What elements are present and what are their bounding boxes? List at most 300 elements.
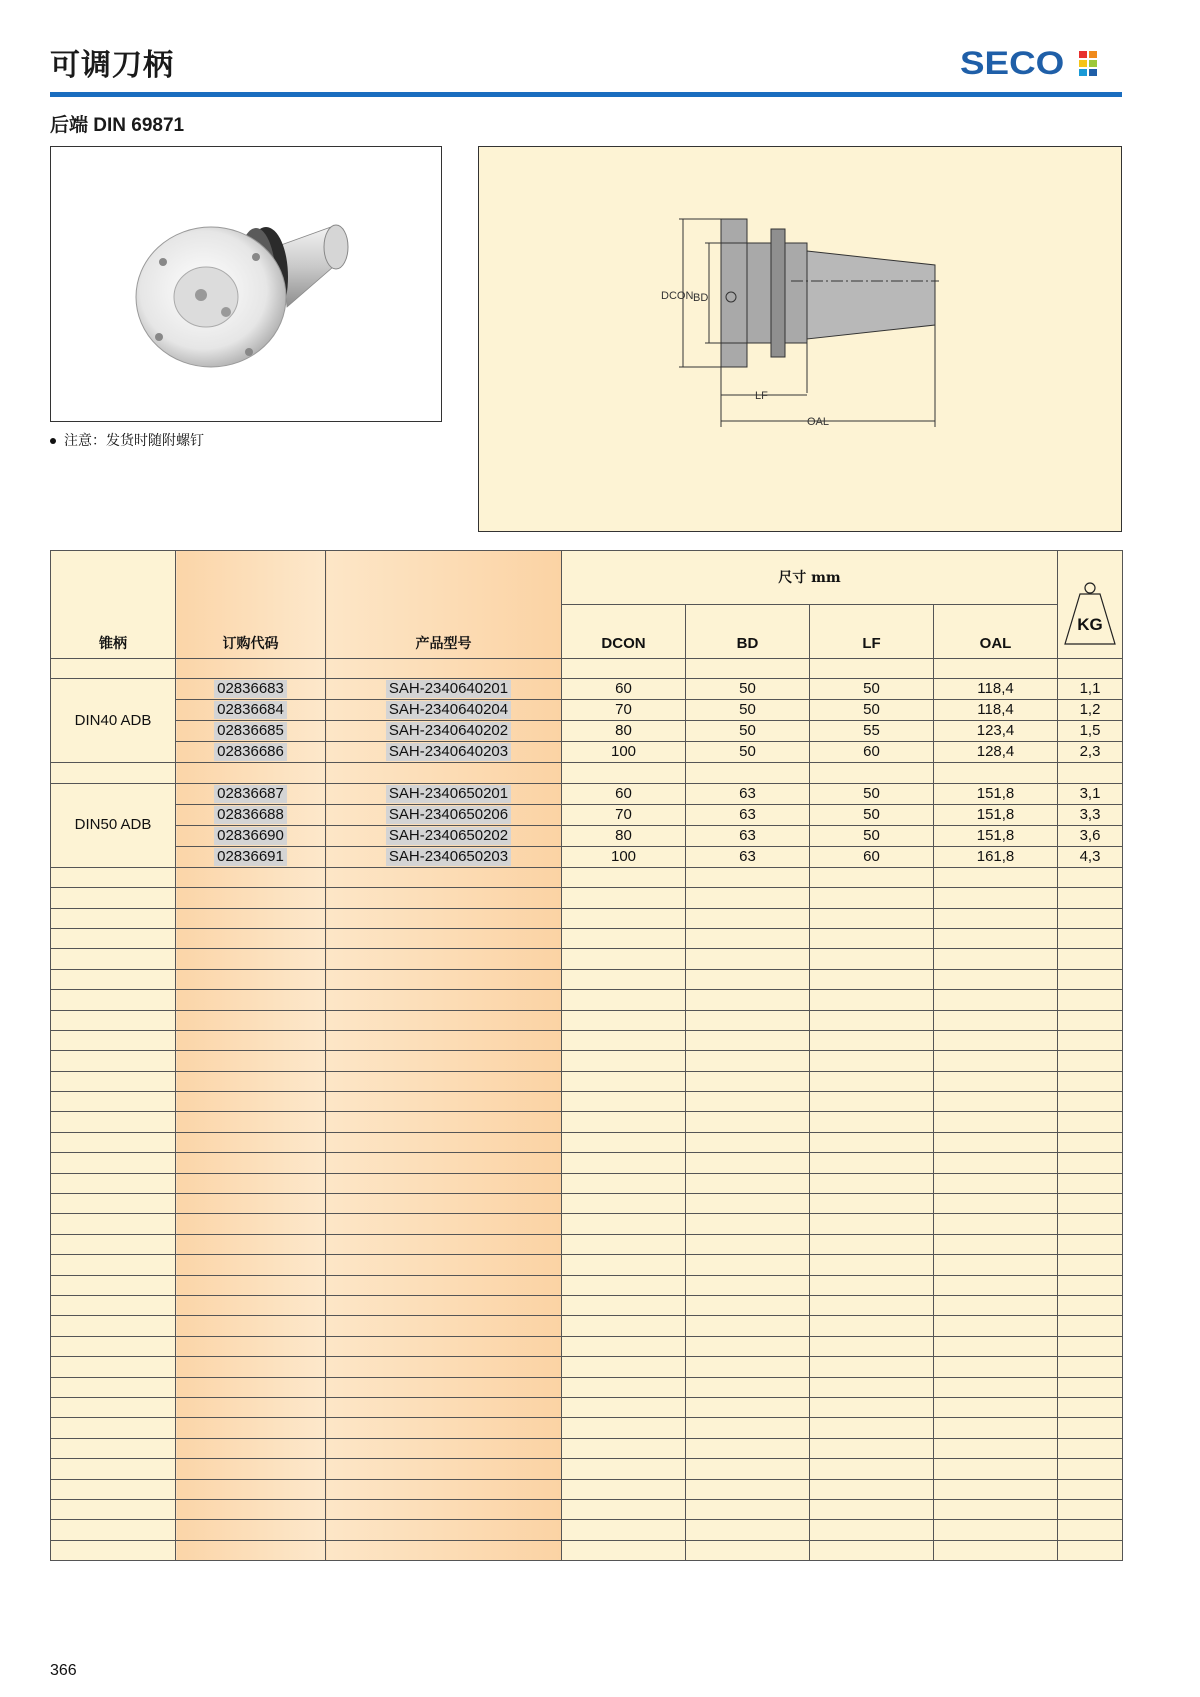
order-code-cell <box>176 721 326 742</box>
weight-icon <box>1062 578 1118 650</box>
table-cell <box>326 867 562 887</box>
table-cell <box>176 1214 326 1234</box>
table-cell <box>1058 1051 1123 1071</box>
table-cell <box>934 1010 1058 1030</box>
table-cell <box>176 1173 326 1193</box>
table-cell <box>176 1357 326 1377</box>
table-spacer-row <box>51 1173 1123 1193</box>
table-cell <box>934 867 1058 887</box>
taper-cell: DIN50 ADB <box>51 783 176 867</box>
shipping-note <box>50 430 204 450</box>
table-cell <box>934 888 1058 908</box>
table-cell <box>934 1194 1058 1214</box>
table-cell <box>51 1499 176 1519</box>
table-row <box>51 825 1123 846</box>
dcon-cell: 80 <box>562 721 686 742</box>
table-cell <box>810 1173 934 1193</box>
table-cell <box>562 1295 686 1315</box>
table-cell <box>51 1010 176 1030</box>
taper-cell: DIN40 ADB <box>51 679 176 763</box>
table-cell <box>686 1540 810 1560</box>
table-cell <box>51 1397 176 1417</box>
weight-label: KG <box>1077 615 1103 634</box>
table-cell <box>1058 867 1123 887</box>
table-cell <box>51 1357 176 1377</box>
table-spacer-row <box>51 1234 1123 1254</box>
oal-cell: 151,8 <box>934 804 1058 825</box>
model-cell <box>326 825 562 846</box>
table-spacer-row <box>51 1275 1123 1295</box>
table-cell <box>562 1479 686 1499</box>
oal-cell: 118,4 <box>934 679 1058 700</box>
table-cell <box>51 1275 176 1295</box>
table-spacer-row <box>51 969 1123 989</box>
table-cell <box>176 908 326 928</box>
table-cell <box>810 1214 934 1234</box>
table-cell <box>326 1030 562 1050</box>
table-cell <box>1058 1214 1123 1234</box>
table-spacer-row <box>51 1357 1123 1377</box>
table-cell <box>1058 1255 1123 1275</box>
table-cell <box>176 1438 326 1458</box>
table-cell <box>51 969 176 989</box>
table-cell <box>326 1112 562 1132</box>
table-cell <box>934 1275 1058 1295</box>
table-spacer-row <box>51 1520 1123 1540</box>
table-cell <box>326 990 562 1010</box>
table-cell <box>934 1214 1058 1234</box>
table-cell <box>1058 1132 1123 1152</box>
table-cell <box>176 1377 326 1397</box>
oal-cell: 151,8 <box>934 783 1058 804</box>
lf-cell: 50 <box>810 783 934 804</box>
table-cell <box>934 1540 1058 1560</box>
table-cell <box>562 888 686 908</box>
table-cell <box>810 867 934 887</box>
table-cell <box>934 1499 1058 1519</box>
table-cell <box>934 1255 1058 1275</box>
order-code-cell <box>176 679 326 700</box>
table-cell <box>326 1255 562 1275</box>
table-cell <box>686 1132 810 1152</box>
table-cell <box>1058 1520 1123 1540</box>
table-cell <box>810 1275 934 1295</box>
table-cell <box>810 1295 934 1315</box>
table-cell <box>934 659 1058 679</box>
table-cell <box>326 1520 562 1540</box>
bd-cell: 63 <box>686 783 810 804</box>
table-cell <box>51 1173 176 1193</box>
table-cell <box>810 1255 934 1275</box>
bd-cell: 50 <box>686 742 810 763</box>
table-cell <box>810 990 934 1010</box>
dcon-label: DCON <box>661 290 694 302</box>
table-cell <box>686 659 810 679</box>
table-cell <box>1058 1540 1123 1560</box>
table-cell <box>176 888 326 908</box>
table-cell <box>51 1234 176 1254</box>
table-cell <box>562 990 686 1010</box>
table-cell <box>51 1071 176 1091</box>
table-spacer-row <box>51 888 1123 908</box>
table-row <box>51 846 1123 867</box>
table-cell <box>326 1357 562 1377</box>
header-order-code <box>176 551 326 659</box>
table-cell <box>51 763 176 783</box>
table-cell <box>176 1030 326 1050</box>
dcon-cell: 60 <box>562 679 686 700</box>
table-cell <box>934 1234 1058 1254</box>
table-cell <box>934 1459 1058 1479</box>
table-cell <box>810 1112 934 1132</box>
table-spacer-row <box>51 1030 1123 1050</box>
table-cell <box>686 928 810 948</box>
table-cell <box>562 867 686 887</box>
table-cell <box>934 990 1058 1010</box>
table-cell <box>562 1153 686 1173</box>
table-cell <box>562 1255 686 1275</box>
table-row <box>51 679 1123 700</box>
table-cell <box>686 1153 810 1173</box>
table-spacer-row <box>51 1092 1123 1112</box>
bd-cell: 63 <box>686 804 810 825</box>
table-cell <box>176 1051 326 1071</box>
table-cell <box>176 1397 326 1417</box>
kg-cell: 3,3 <box>1058 804 1123 825</box>
table-cell <box>562 1499 686 1519</box>
table-cell <box>686 1418 810 1438</box>
table-cell <box>810 1153 934 1173</box>
table-cell <box>1058 928 1123 948</box>
table-cell <box>326 1071 562 1091</box>
header-oal: OAL <box>934 605 1058 659</box>
table-cell <box>1058 659 1123 679</box>
table-cell <box>686 1051 810 1071</box>
table-spacer-row <box>51 763 1123 783</box>
table-cell <box>51 659 176 679</box>
table-spacer-row <box>51 1255 1123 1275</box>
table-cell <box>810 1092 934 1112</box>
table-cell <box>51 867 176 887</box>
table-cell <box>934 1092 1058 1112</box>
table-cell <box>810 1438 934 1458</box>
table-cell <box>562 1132 686 1152</box>
table-cell <box>686 1520 810 1540</box>
table-cell <box>934 1479 1058 1499</box>
dcon-cell: 70 <box>562 700 686 721</box>
table-cell <box>810 1194 934 1214</box>
table-cell <box>934 1377 1058 1397</box>
table-cell <box>810 928 934 948</box>
order-code: 02836688 <box>214 806 287 824</box>
dcon-cell: 70 <box>562 804 686 825</box>
header-lf: LF <box>810 605 934 659</box>
table-cell <box>1058 1316 1123 1336</box>
table-cell <box>176 1479 326 1499</box>
table-cell <box>934 928 1058 948</box>
table-cell <box>686 1092 810 1112</box>
table-cell <box>562 949 686 969</box>
table-cell <box>810 1459 934 1479</box>
table-cell <box>51 928 176 948</box>
table-spacer-row <box>51 1418 1123 1438</box>
table-spacer-row <box>51 867 1123 887</box>
product-model: SAH-2340650206 <box>386 806 511 824</box>
table-cell <box>326 1540 562 1560</box>
table-cell <box>326 1459 562 1479</box>
product-model: SAH-2340640204 <box>386 701 511 719</box>
table-cell <box>562 1357 686 1377</box>
table-cell <box>326 1499 562 1519</box>
oal-cell: 128,4 <box>934 742 1058 763</box>
table-cell <box>51 1030 176 1050</box>
order-code-cell <box>176 804 326 825</box>
table-cell <box>326 969 562 989</box>
table-cell <box>686 1173 810 1193</box>
oal-cell: 118,4 <box>934 700 1058 721</box>
table-cell <box>51 1153 176 1173</box>
table-cell <box>810 1377 934 1397</box>
table-cell <box>686 1499 810 1519</box>
table-spacer-row <box>51 1071 1123 1091</box>
table-cell <box>686 1214 810 1234</box>
table-cell <box>1058 908 1123 928</box>
table-cell <box>562 1092 686 1112</box>
table-cell <box>934 1132 1058 1152</box>
header-dcon: DCON <box>562 605 686 659</box>
lf-label: LF <box>755 390 768 402</box>
table-cell <box>176 1499 326 1519</box>
order-code-cell <box>176 742 326 763</box>
table-cell <box>326 928 562 948</box>
oal-cell: 151,8 <box>934 825 1058 846</box>
table-row <box>51 700 1123 721</box>
lf-cell: 50 <box>810 804 934 825</box>
table-cell <box>326 1438 562 1458</box>
header-taper-label: 锥柄 <box>99 636 127 652</box>
table-cell <box>326 1397 562 1417</box>
table-cell <box>562 763 686 783</box>
table-cell <box>810 1418 934 1438</box>
table-cell <box>934 1316 1058 1336</box>
table-cell <box>1058 1173 1123 1193</box>
table-spacer-row <box>51 908 1123 928</box>
table-cell <box>686 1295 810 1315</box>
table-cell <box>51 1092 176 1112</box>
table-cell <box>686 1112 810 1132</box>
table-cell <box>326 763 562 783</box>
table-cell <box>562 1071 686 1091</box>
table-cell <box>562 1214 686 1234</box>
table-cell <box>176 1092 326 1112</box>
table-cell <box>51 1336 176 1356</box>
table-cell <box>176 1071 326 1091</box>
oal-label: OAL <box>807 416 830 428</box>
table-spacer-row <box>51 1397 1123 1417</box>
table-cell <box>51 1316 176 1336</box>
table-cell <box>810 1051 934 1071</box>
table-cell <box>934 1173 1058 1193</box>
table-cell <box>51 1132 176 1152</box>
table-cell <box>1058 1234 1123 1254</box>
table-cell <box>562 1520 686 1540</box>
table-spacer-row <box>51 949 1123 969</box>
table-cell <box>326 1377 562 1397</box>
product-model: SAH-2340640203 <box>386 743 511 761</box>
header-taper <box>51 551 176 659</box>
table-cell <box>326 1010 562 1030</box>
product-model: SAH-2340650203 <box>386 848 511 866</box>
table-cell <box>176 659 326 679</box>
table-cell <box>1058 1153 1123 1173</box>
table-spacer-row <box>51 1459 1123 1479</box>
table-cell <box>176 763 326 783</box>
table-cell <box>51 1377 176 1397</box>
table-spacer-row <box>51 1214 1123 1234</box>
table-cell <box>51 1479 176 1499</box>
table-spacer-row <box>51 1540 1123 1560</box>
technical-drawing <box>478 146 1122 532</box>
table-cell <box>51 1255 176 1275</box>
table-cell <box>51 908 176 928</box>
table-cell <box>1058 1397 1123 1417</box>
table-cell <box>562 1112 686 1132</box>
table-cell <box>810 888 934 908</box>
model-cell <box>326 721 562 742</box>
table-cell <box>686 888 810 908</box>
table-cell <box>686 1255 810 1275</box>
table-cell <box>562 1030 686 1050</box>
table-cell <box>810 1010 934 1030</box>
order-code-cell <box>176 783 326 804</box>
lf-cell: 50 <box>810 700 934 721</box>
table-cell <box>810 1397 934 1417</box>
table-cell <box>562 1316 686 1336</box>
table-cell <box>934 949 1058 969</box>
table-spacer-row <box>51 1438 1123 1458</box>
product-model: SAH-2340640202 <box>386 722 511 740</box>
product-photo <box>50 146 442 422</box>
table-cell <box>686 1275 810 1295</box>
table-cell <box>810 1479 934 1499</box>
table-cell <box>326 888 562 908</box>
table-cell <box>562 908 686 928</box>
table-cell <box>934 1357 1058 1377</box>
table-cell <box>1058 1071 1123 1091</box>
bd-cell: 63 <box>686 846 810 867</box>
table-cell <box>562 1336 686 1356</box>
table-spacer-row <box>51 1377 1123 1397</box>
table-cell <box>326 908 562 928</box>
table-row <box>51 783 1123 804</box>
page-title: 可调刀柄 <box>50 48 174 83</box>
oal-cell: 161,8 <box>934 846 1058 867</box>
header-model <box>326 551 562 659</box>
table-cell <box>176 1336 326 1356</box>
table-cell <box>51 990 176 1010</box>
order-code-cell <box>176 700 326 721</box>
bd-cell: 50 <box>686 679 810 700</box>
table-cell <box>562 1397 686 1417</box>
table-cell <box>176 1275 326 1295</box>
table-cell <box>1058 1479 1123 1499</box>
table-cell <box>934 1295 1058 1315</box>
header-rule <box>50 92 1122 97</box>
table-cell <box>1058 1377 1123 1397</box>
table-row <box>51 721 1123 742</box>
table-cell <box>810 763 934 783</box>
table-cell <box>51 1418 176 1438</box>
header-dims-label: 尺寸 mm <box>778 569 841 586</box>
table-cell <box>326 1214 562 1234</box>
spec-table <box>50 550 1123 1561</box>
table-cell <box>810 1071 934 1091</box>
table-cell <box>810 1030 934 1050</box>
model-cell <box>326 846 562 867</box>
dimension-drawing-icon <box>479 147 1122 532</box>
table-cell <box>686 1030 810 1050</box>
product-model: SAH-2340650202 <box>386 827 511 845</box>
header-weight <box>1058 551 1123 659</box>
table-cell <box>51 888 176 908</box>
table-cell <box>686 867 810 887</box>
table-cell <box>934 1418 1058 1438</box>
table-cell <box>51 1520 176 1540</box>
table-cell <box>562 1234 686 1254</box>
dcon-cell: 100 <box>562 846 686 867</box>
table-cell <box>934 1153 1058 1173</box>
table-cell <box>176 1234 326 1254</box>
table-cell <box>176 969 326 989</box>
table-cell <box>326 1295 562 1315</box>
table-cell <box>562 1173 686 1193</box>
table-spacer-row <box>51 1295 1123 1315</box>
kg-cell: 1,5 <box>1058 721 1123 742</box>
table-cell <box>51 949 176 969</box>
table-cell <box>176 1010 326 1030</box>
lf-cell: 60 <box>810 846 934 867</box>
model-cell <box>326 679 562 700</box>
table-cell <box>810 659 934 679</box>
order-code-cell <box>176 825 326 846</box>
table-spacer-row <box>51 1316 1123 1336</box>
lf-cell: 55 <box>810 721 934 742</box>
table-spacer-row <box>51 1132 1123 1152</box>
note-text: 注意：发货时随附螺钉 <box>64 433 204 449</box>
table-cell <box>562 1438 686 1458</box>
product-model: SAH-2340640201 <box>386 680 511 698</box>
table-cell <box>562 1051 686 1071</box>
table-cell <box>176 928 326 948</box>
table-cell <box>686 1010 810 1030</box>
table-cell <box>51 1214 176 1234</box>
table-cell <box>810 1132 934 1152</box>
table-cell <box>934 1336 1058 1356</box>
order-code: 02836691 <box>214 848 287 866</box>
table-cell <box>562 1459 686 1479</box>
table-cell <box>176 1112 326 1132</box>
table-cell <box>326 1194 562 1214</box>
table-cell <box>326 1418 562 1438</box>
bd-cell: 50 <box>686 700 810 721</box>
table-cell <box>176 1153 326 1173</box>
table-cell <box>562 1377 686 1397</box>
table-cell <box>1058 1092 1123 1112</box>
table-cell <box>176 1194 326 1214</box>
header-bd: BD <box>686 605 810 659</box>
table-cell <box>562 969 686 989</box>
table-cell <box>1058 1336 1123 1356</box>
